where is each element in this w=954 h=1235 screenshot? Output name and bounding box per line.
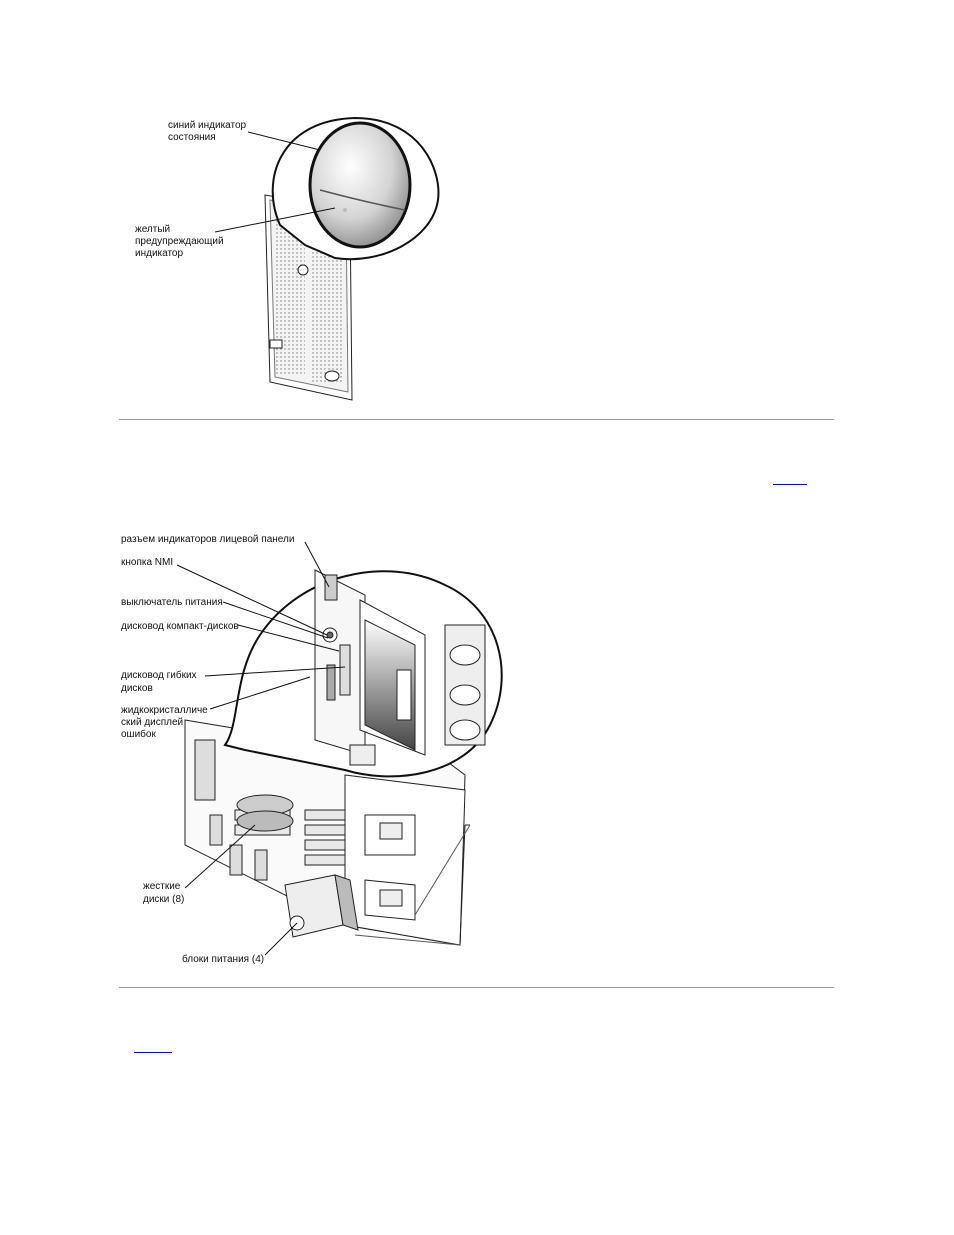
label-power-switch: выключатель питания [121,597,223,608]
label-floppy-drive: дисковод гибких дисков [121,670,197,694]
figure-front-panel-features [115,525,515,975]
divider-top [119,419,834,420]
power-supply-illustration [285,875,358,937]
label-front-panel-connector: разъем индикаторов лицевой панели [121,534,295,545]
indicator-lens [310,123,410,247]
divider-bottom [119,987,834,988]
figure-status-indicators [120,100,460,410]
label-cd-drive: дисковод компакт-дисков [121,621,239,632]
label-nmi-button: кнопка NMI [121,557,174,568]
label-lcd-display: жидкокристалличе ский дисплей ошибок [121,705,208,740]
top-link[interactable] [773,472,807,485]
bottom-link[interactable] [134,1040,172,1053]
label-power-supplies: блоки питания (4) [182,954,265,965]
magnified-callout [273,118,439,259]
magnified-callout [225,570,502,776]
label-amber-warning: желтый предупреждающий индикатор [135,224,224,259]
label-hard-drives: жесткие диски (8) [143,881,185,905]
label-blue-status: синий индикатор состояния [168,120,247,143]
